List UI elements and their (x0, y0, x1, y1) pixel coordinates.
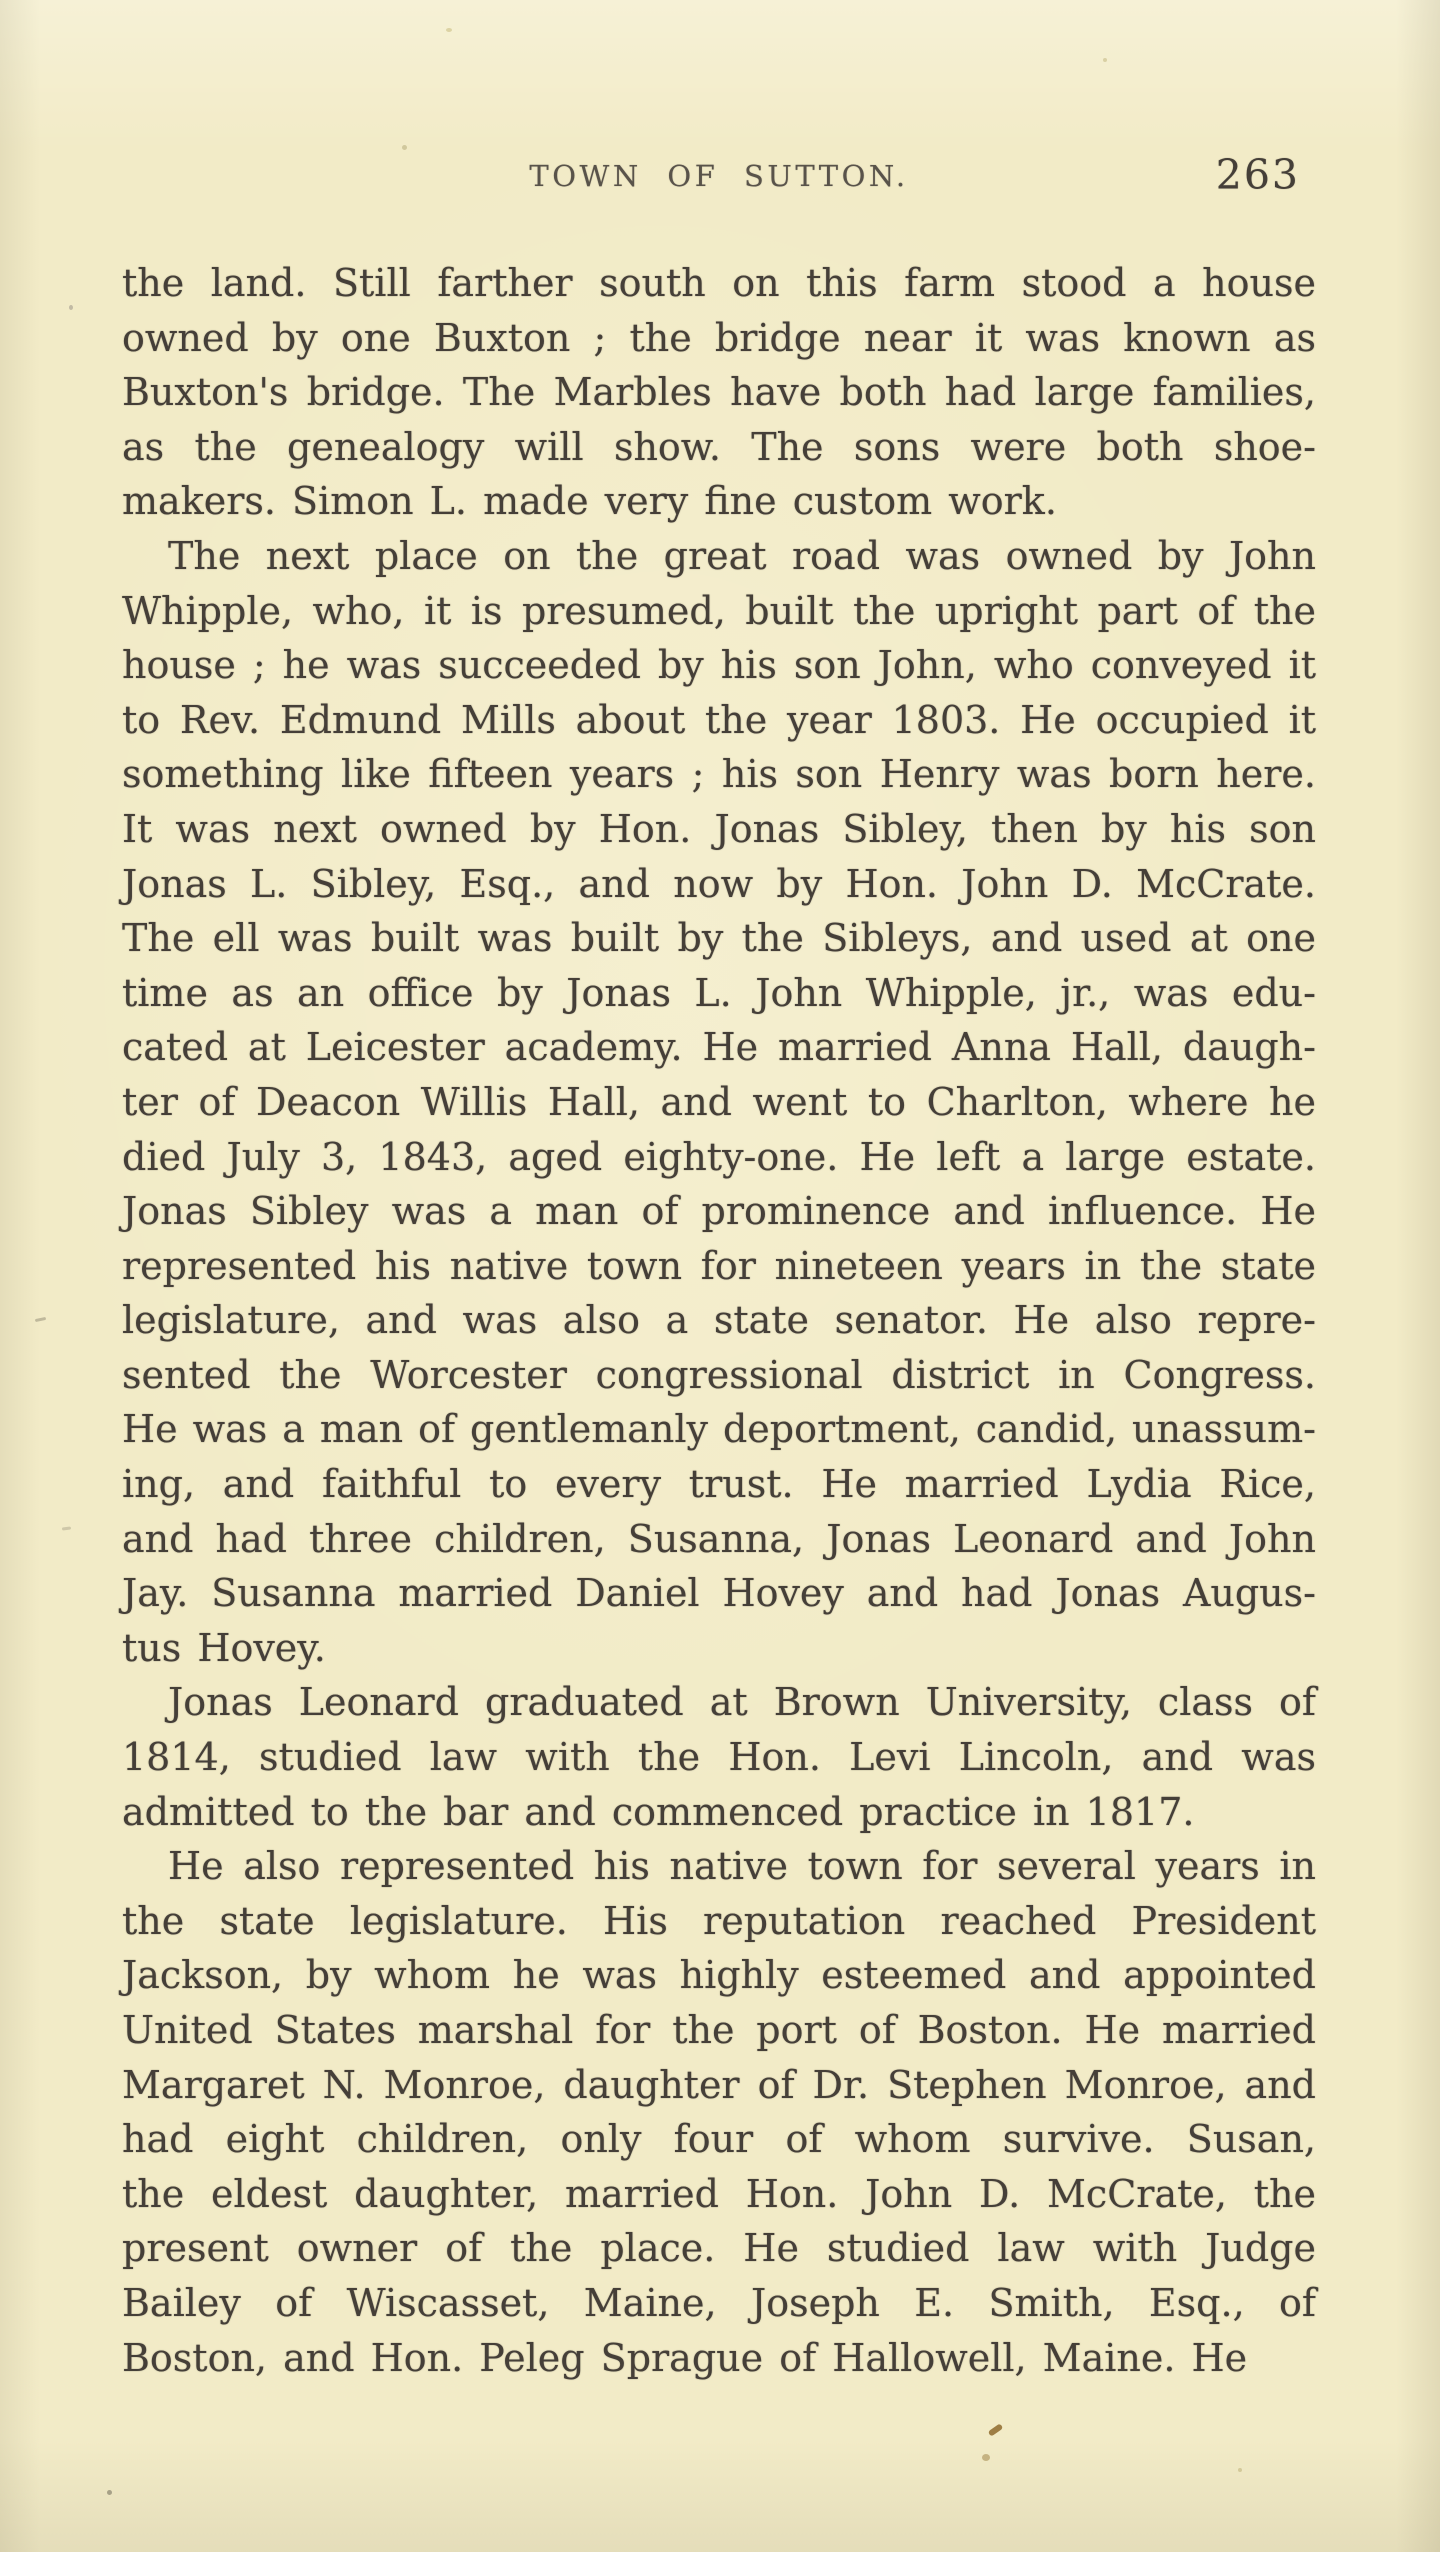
text-line: 1814, studied law with the Hon. Levi Lincoln, and was (122, 1735, 1316, 1780)
text-line: Whipple, who, it is presumed, built the upright part of the (122, 588, 1316, 633)
text-line: the state legislature. His reputation reached President (122, 1898, 1316, 1943)
text-line: and had three children, Susanna, Jonas Leonard and John (122, 1516, 1316, 1561)
text-line: house ; he was succeeded by his son John, who conveyed it (122, 643, 1316, 688)
page-header (122, 150, 1316, 200)
text-line: owned by one Buxton ; the bridge near it was known as (122, 315, 1316, 360)
text-line: He also represented his native town for several years in (168, 1844, 1316, 1889)
text-line: Jonas Leonard graduated at Brown University, class of (168, 1680, 1316, 1725)
text-line: ter of Deacon Willis Hall, and went to Charlton, where he (122, 1079, 1316, 1124)
text-line: Buxton's bridge. The Marbles have both had large families, (122, 370, 1316, 415)
text-line: admitted to the bar and commenced practice in 1817. (122, 1789, 1195, 1834)
paper-speck (62, 1526, 71, 1530)
text-line: tus Hovey. (122, 1625, 326, 1670)
text-line: makers. Simon L. made very fine custom work. (122, 479, 1057, 524)
paper-speck (35, 1317, 46, 1322)
text-line: Jonas Sibley was a man of prominence and influence. He (122, 1189, 1316, 1234)
paper-speck (446, 28, 452, 32)
text-line: something like fifteen years ; his son Henry was born here. (122, 752, 1316, 797)
text-line: Bailey of Wiscasset, Maine, Joseph E. Smith, Esq., of (122, 2280, 1316, 2325)
text-line: died July 3, 1843, aged eighty-one. He left a large estate. (122, 1134, 1316, 1179)
page-number: 263 (1215, 151, 1300, 199)
text-line: represented his native town for nineteen years in the state (122, 1243, 1316, 1288)
text-line: Jay. Susanna married Daniel Hovey and had Jonas Augus- (122, 1571, 1316, 1616)
text-line: as the genealogy will show. The sons were both shoe- (122, 424, 1316, 469)
text-line: Jonas L. Sibley, Esq., and now by Hon. John D. McCrate. (122, 861, 1316, 906)
paper-speck (982, 2454, 990, 2461)
paper-speck (69, 305, 73, 310)
text-line: Margaret N. Monroe, daughter of Dr. Stephen Monroe, and (122, 2062, 1316, 2107)
text-line: The next place on the great road was owned by John (168, 533, 1316, 578)
text-line: legislature, and was also a state senator. He also repre- (122, 1298, 1316, 1343)
text-line: The ell was built was built by the Sibleys, and used at one (122, 916, 1316, 961)
text-line: It was next owned by Hon. Jonas Sibley, then by his son (122, 806, 1316, 851)
pen-mark (988, 2423, 1004, 2437)
text-line: the eldest daughter, married Hon. John D. McCrate, the (122, 2171, 1316, 2216)
text-line: cated at Leicester academy. He married Anna Hall, daugh- (122, 1025, 1316, 1070)
running-title: TOWN OF SUTTON. (529, 159, 909, 193)
text-line: sented the Worcester congressional district in Congress. (122, 1352, 1316, 1397)
text-line: Boston, and Hon. Peleg Sprague of Hallowell, Maine. He (122, 2335, 1248, 2380)
paper-speck (1238, 2468, 1242, 2472)
text-line: the land. Still farther south on this farm stood a house (122, 261, 1316, 305)
text-line: time as an office by Jonas L. John Whipple, jr., was edu- (122, 970, 1316, 1015)
text-line: Jackson, by whom he was highly esteemed and appointed (122, 1953, 1316, 1998)
text-line: ing, and faithful to every trust. He married Lydia Rice, (122, 1462, 1316, 1507)
text-line: He was a man of gentlemanly deportment, candid, unassum- (122, 1407, 1316, 1452)
text-line: to Rev. Edmund Mills about the year 1803. He occupied it (122, 697, 1316, 742)
text-line: United States marshal for the port of Boston. He married (122, 2008, 1316, 2052)
paper-speck (1103, 58, 1107, 62)
page-body (122, 256, 1316, 2385)
text-line: had eight children, only four of whom survive. Susan, (122, 2117, 1316, 2162)
text-line: present owner of the place. He studied law with Judge (122, 2226, 1316, 2271)
paper-speck (107, 2490, 112, 2495)
